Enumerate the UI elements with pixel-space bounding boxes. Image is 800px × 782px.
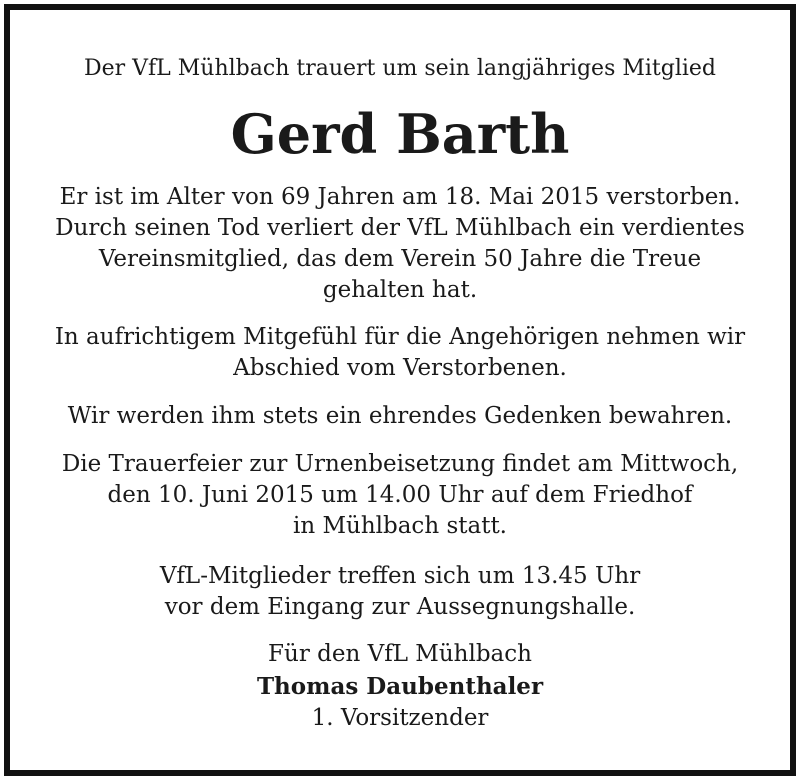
paragraph-2-line-1: In aufrichtigem Mitgefühl für die Angehörigen nehmen wir [54,324,746,350]
paragraph-4-line-1: Die Trauerfeier zur Urnenbeisetzung findet am Mittwoch, [61,451,739,477]
deceased-name: Gerd Barth [230,102,570,166]
notice-frame [4,4,796,776]
paragraph-2-line-2: Abschied vom Verstorbenen. [233,355,567,381]
signature-name: Thomas Daubenthaler [256,673,544,700]
paragraph-4-line-3: in Mühlbach statt. [292,513,507,539]
signature-on-behalf: Für den VfL Mühlbach [268,641,532,667]
paragraph-1-line-4: gehalten hat. [322,277,478,303]
notice-intro: Der VfL Mühlbach trauert um sein langjähriges Mitglied [83,56,717,81]
paragraph-1-line-2: Durch seinen Tod verliert der VfL Mühlbach ein verdientes [55,215,745,241]
signature-title: 1. Vorsitzender [311,705,489,731]
paragraph-1-line-3: Vereinsmitglied, das dem Verein 50 Jahre die Treue [98,246,702,272]
paragraph-4-line-2: den 10. Juni 2015 um 14.00 Uhr auf dem Friedhof [107,482,693,508]
paragraph-5-line-2: vor dem Eingang zur Aussegnungshalle. [164,594,636,620]
paragraph-3-line-1: Wir werden ihm stets ein ehrendes Gedenken bewahren. [67,403,733,429]
paragraph-1-line-1: Er ist im Alter von 69 Jahren am 18. Mai 2015 verstorben. [59,184,741,210]
paragraph-5-line-1: VfL-Mitglieder treffen sich um 13.45 Uhr [159,563,641,589]
